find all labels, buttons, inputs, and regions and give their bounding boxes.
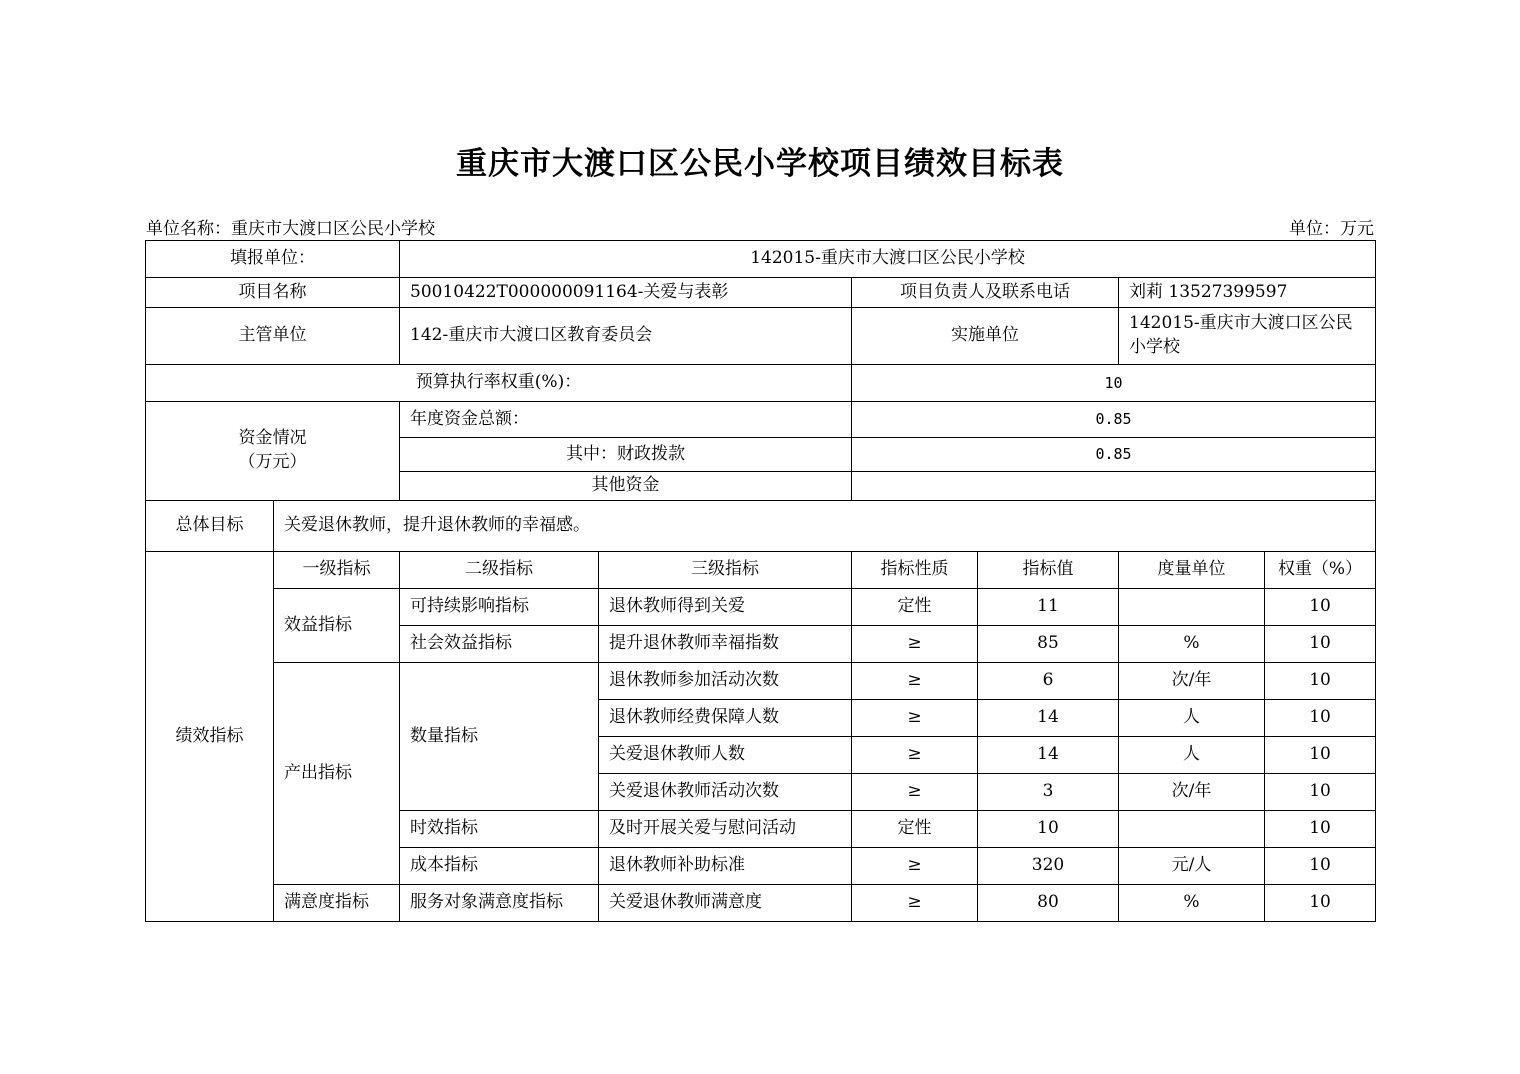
indicators-header-row xyxy=(146,552,1376,589)
item-unit: 元/人 xyxy=(1119,848,1265,885)
overall-goal-label: 总体目标 xyxy=(146,501,274,552)
item-weight: 10 xyxy=(1265,700,1376,737)
item-unit: 人 xyxy=(1119,737,1265,774)
level1-output: 产出指标 xyxy=(274,663,400,885)
item-nature: ≥ xyxy=(852,663,978,700)
level1-benefit: 效益指标 xyxy=(274,589,400,663)
fiscal-value: 0.85 xyxy=(852,438,1376,472)
item-value: 14 xyxy=(978,737,1119,774)
funds-label xyxy=(146,402,400,501)
item-weight: 10 xyxy=(1265,885,1376,922)
item-value: 10 xyxy=(978,811,1119,848)
performance-target-table xyxy=(145,240,1376,922)
item-weight: 10 xyxy=(1265,626,1376,663)
unit-name-label: 单位名称：重庆市大渡口区公民小学校 xyxy=(146,219,435,239)
item-unit xyxy=(1119,811,1265,848)
item-nature: ≥ xyxy=(852,737,978,774)
reporting-unit-row xyxy=(146,241,1376,278)
item-name: 及时开展关爱与慰问活动 xyxy=(599,811,852,848)
supervisor-row xyxy=(146,308,1376,365)
level2-quantity: 数量指标 xyxy=(400,663,599,811)
level2-sustainable: 可持续影响指标 xyxy=(400,589,599,626)
table-row xyxy=(146,885,1376,922)
item-name: 退休教师经费保障人数 xyxy=(599,700,852,737)
item-nature: ≥ xyxy=(852,700,978,737)
item-weight: 10 xyxy=(1265,737,1376,774)
level1-satisfaction: 满意度指标 xyxy=(274,885,400,922)
item-name: 关爱退休教师满意度 xyxy=(599,885,852,922)
item-value: 11 xyxy=(978,589,1119,626)
header-nature: 指标性质 xyxy=(852,552,978,589)
item-value: 320 xyxy=(978,848,1119,885)
item-value: 85 xyxy=(978,626,1119,663)
item-nature: ≥ xyxy=(852,885,978,922)
item-unit: 人 xyxy=(1119,700,1265,737)
project-name-label: 项目名称 xyxy=(146,278,400,308)
item-value: 6 xyxy=(978,663,1119,700)
header-level2: 二级指标 xyxy=(400,552,599,589)
item-name: 提升退休教师幸福指数 xyxy=(599,626,852,663)
header-unit: 度量单位 xyxy=(1119,552,1265,589)
indicators-section-label: 绩效指标 xyxy=(146,552,274,922)
item-nature: ≥ xyxy=(852,848,978,885)
header-level1: 一级指标 xyxy=(274,552,400,589)
project-lead-label: 项目负责人及联系电话 xyxy=(852,278,1119,308)
item-weight: 10 xyxy=(1265,774,1376,811)
item-unit: 次/年 xyxy=(1119,663,1265,700)
table-row xyxy=(146,663,1376,700)
implementer-value: 142015-重庆市大渡口区公民小学校 xyxy=(1119,308,1376,365)
item-value: 80 xyxy=(978,885,1119,922)
annual-total-label: 年度资金总额： xyxy=(400,402,852,438)
other-funds-label: 其他资金 xyxy=(400,472,852,501)
level2-timeliness: 时效指标 xyxy=(400,811,599,848)
page-title: 重庆市大渡口区公民小学校项目绩效目标表 xyxy=(456,146,1064,182)
item-value: 14 xyxy=(978,700,1119,737)
item-name: 关爱退休教师人数 xyxy=(599,737,852,774)
reporting-unit-label: 填报单位： xyxy=(146,241,400,278)
header-value: 指标值 xyxy=(978,552,1119,589)
item-unit: % xyxy=(1119,885,1265,922)
item-weight: 10 xyxy=(1265,811,1376,848)
item-nature: 定性 xyxy=(852,811,978,848)
overall-goal-row xyxy=(146,501,1376,552)
item-unit xyxy=(1119,589,1265,626)
supervisor-value: 142-重庆市大渡口区教育委员会 xyxy=(400,308,852,365)
item-unit: % xyxy=(1119,626,1265,663)
item-weight: 10 xyxy=(1265,663,1376,700)
overall-goal-value: 关爱退休教师，提升退休教师的幸福感。 xyxy=(274,501,1376,552)
supervisor-label: 主管单位 xyxy=(146,308,400,365)
annual-total-value: 0.85 xyxy=(852,402,1376,438)
item-name: 关爱退休教师活动次数 xyxy=(599,774,852,811)
item-nature: ≥ xyxy=(852,626,978,663)
implementer-label: 实施单位 xyxy=(852,308,1119,365)
item-name: 退休教师参加活动次数 xyxy=(599,663,852,700)
item-nature: 定性 xyxy=(852,589,978,626)
project-lead-value: 刘莉 13527399597 xyxy=(1119,278,1376,308)
item-weight: 10 xyxy=(1265,848,1376,885)
budget-weight-value: 10 xyxy=(852,365,1376,402)
item-unit: 次/年 xyxy=(1119,774,1265,811)
currency-unit-label: 单位：万元 xyxy=(1289,219,1374,239)
annual-total-row xyxy=(146,402,1376,438)
level2-social: 社会效益指标 xyxy=(400,626,599,663)
level2-cost: 成本指标 xyxy=(400,848,599,885)
header-weight: 权重（%） xyxy=(1265,552,1376,589)
budget-weight-row xyxy=(146,365,1376,402)
project-name-value: 50010422T000000091164-关爱与表彰 xyxy=(400,278,852,308)
budget-weight-label: 预算执行率权重(%)： xyxy=(146,365,852,402)
item-name: 退休教师补助标准 xyxy=(599,848,852,885)
level2-service: 服务对象满意度指标 xyxy=(400,885,599,922)
item-nature: ≥ xyxy=(852,774,978,811)
item-value: 3 xyxy=(978,774,1119,811)
item-name: 退休教师得到关爱 xyxy=(599,589,852,626)
fiscal-label: 其中：财政拨款 xyxy=(400,438,852,472)
table-row xyxy=(146,589,1376,626)
other-funds-value xyxy=(852,472,1376,501)
funds-label-line1: 资金情况 xyxy=(238,428,307,449)
reporting-unit-value: 142015-重庆市大渡口区公民小学校 xyxy=(400,241,1376,278)
project-name-row xyxy=(146,278,1376,308)
item-weight: 10 xyxy=(1265,589,1376,626)
funds-label-line2: （万元） xyxy=(238,452,307,472)
header-level3: 三级指标 xyxy=(599,552,852,589)
